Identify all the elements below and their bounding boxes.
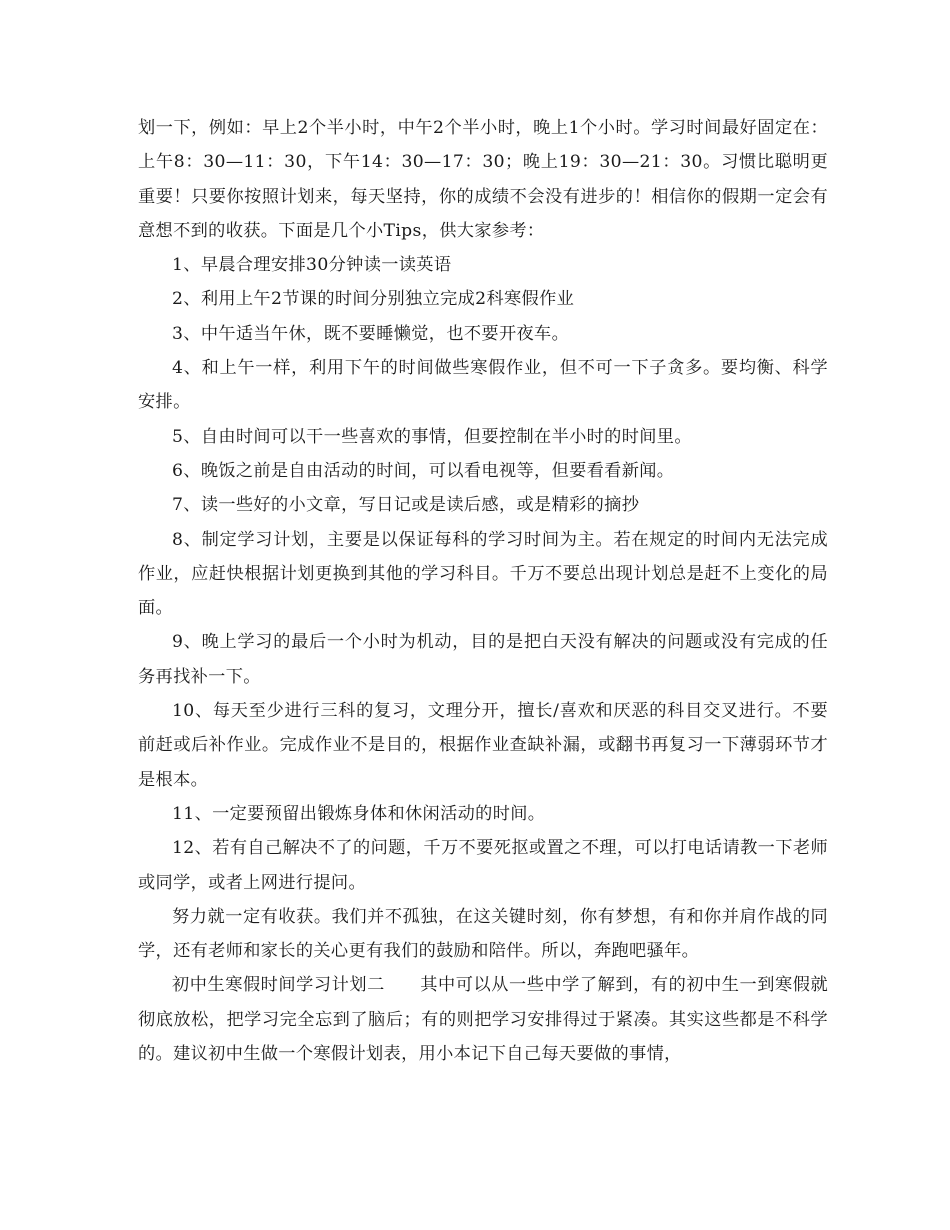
tip-item-1: 1、早晨合理安排30分钟读一读英语: [172, 255, 452, 276]
document-body: [138, 111, 828, 1071]
closing-paragraph: 努力就一定有收获。我们并不孤独，在这关键时刻，你有梦想，有和你并肩作战的同学，还有老师和家长的关心更有我们的鼓励和陪伴。所以，奔跑吧骚年。: [138, 906, 828, 962]
tip-item-2: 2、利用上午2节课的时间分别独立完成2科寒假作业: [172, 289, 575, 310]
tip-item-7: 7、读一些好的小文章，写日记或是读后感，或是精彩的摘抄: [172, 495, 640, 516]
paragraph-continuation: 划一下，例如：早上2个半小时，中午2个半小时，晚上1个小时。学习时间最好固定在：上午8：30—11：30，下午14：30—17：30；晚上19：30—21：30。习惯比聪明更重要！只要你按照计划来，每天坚持，你的成绩不会没有进步的！相信你的假期一定会有意想不到的收获。下面是几个小Tips，供大家参考：: [138, 118, 828, 241]
tip-item-10: 10、每天至少进行三科的复习，文理分开，擅长/喜欢和厌恶的科目交叉进行。不要前赶或后补作业。完成作业不是目的，根据作业查缺补漏，或翻书再复习一下薄弱环节才是根本。: [138, 701, 828, 790]
tip-item-12: 12、若有自己解决不了的问题，千万不要死抠或置之不理，可以打电话请教一下老师或同学，或者上网进行提问。: [138, 838, 828, 893]
tip-item-8: 8、制定学习计划，主要是以保证每科的学习时间为主。若在规定的时间内无法完成作业，应赶快根据计划更换到其他的学习科目。千万不要总出现计划总是赶不上变化的局面。: [138, 529, 828, 619]
tip-item-11: 11、一定要预留出锻炼身体和休闲活动的时间。: [172, 803, 546, 824]
tip-item-5: 5、自由时间可以干一些喜欢的事情，但要控制在半小时的时间里。: [172, 426, 692, 447]
tip-item-3: 3、中午适当午休，既不要睡懒觉，也不要开夜车。: [172, 323, 570, 344]
tip-item-9: 9、晚上学习的最后一个小时为机动，目的是把白天没有解决的问题或没有完成的任务再找补一下。: [138, 632, 828, 687]
tip-item-4: 4、和上午一样，利用下午的时间做些寒假作业，但不可一下子贪多。要均衡、科学安排。: [138, 358, 828, 413]
tip-item-6: 6、晚饭之前是自由活动的时间，可以看电视等，但要看看新闻。: [172, 460, 675, 481]
section-two-paragraph: 初中生寒假时间学习计划二 其中可以从一些中学了解到，有的初中生一到寒假就彻底放松，把学习完全忘到了脑后；有的则把学习安排得过于紧凑。其实这些都是不科学的。建议初中生做一个寒假计划表，用小本记下自己每天要做的事情，: [138, 975, 828, 1065]
